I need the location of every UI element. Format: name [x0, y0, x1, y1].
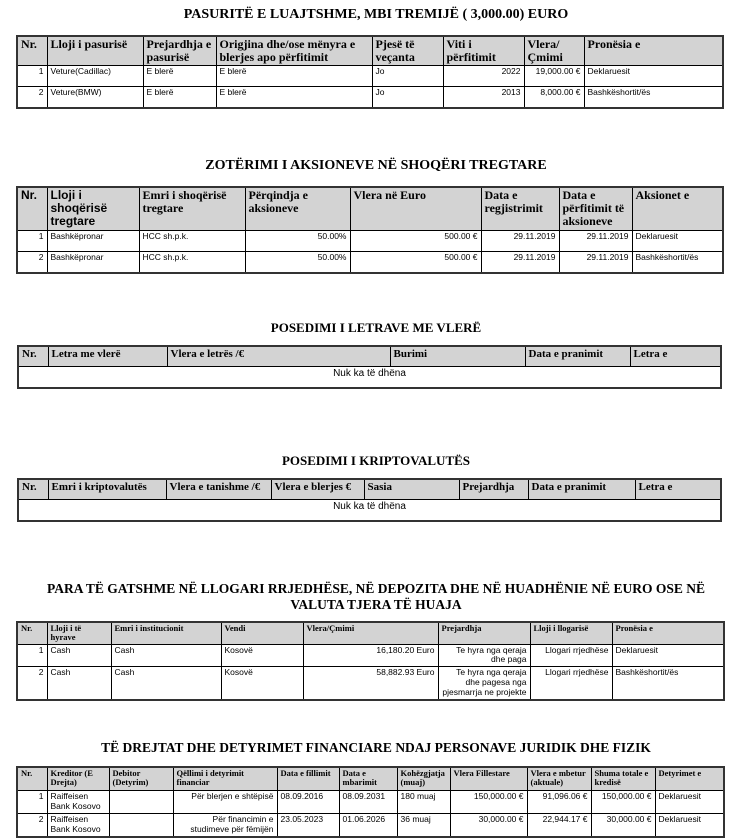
cell-nr: 2	[17, 814, 47, 838]
column-header: Vlera e blerjes €	[271, 479, 364, 500]
empty-message: Nuk ka të dhëna	[18, 500, 721, 522]
cell-percentage: 50.00%	[245, 230, 350, 251]
column-header: Data e përfitimit të aksioneve	[559, 187, 632, 230]
movable-assets-table	[16, 35, 724, 109]
table-row	[17, 644, 724, 667]
cell-purpose: Për financimin e studimeve për fëmijën	[173, 814, 277, 838]
table-row	[17, 66, 723, 87]
table-header-row	[18, 479, 721, 500]
column-header: Qëllimi i detyrimit financiar	[173, 767, 277, 791]
cell-nr: 2	[17, 87, 47, 109]
column-header: Lloji i shoqërisë tregtare	[47, 187, 139, 230]
cell-purpose: Për blerjen e shtëpisë	[173, 791, 277, 814]
column-header: Nr.	[17, 36, 47, 66]
column-header: Përqindja e aksioneve	[245, 187, 350, 230]
column-header: Vlera e letrës /€	[167, 346, 390, 367]
cell-year: 2022	[443, 66, 524, 87]
table-row	[17, 667, 724, 700]
cell-owner: Deklaruesit	[632, 230, 723, 251]
column-header: Origjina dhe/ose mënyra e blerjes apo përfitimit	[216, 36, 372, 66]
cell-owner: Deklaruesit	[584, 66, 723, 87]
securities-table	[17, 345, 722, 389]
cell-acquisition: E blerë	[216, 66, 372, 87]
cell-debtor	[109, 814, 173, 838]
column-header: Letra me vlerë	[48, 346, 167, 367]
cell-origin: Te hyra nga qeraja dhe pagesa nga pjesmarrja ne projekte	[438, 667, 530, 700]
cell-value: 58,882.93 Euro	[303, 667, 438, 700]
column-header: Sasia	[364, 479, 459, 500]
cell-year: 2013	[443, 87, 524, 109]
movable-assets-title: PASURITË E LUAJTSHME, MBI TREMIJË ( 3,000.00) EURO	[183, 7, 569, 22]
cell-start-date: 08.09.2016	[277, 791, 339, 814]
column-header: Data e fillimit	[277, 767, 339, 791]
column-header: Pronësia e	[612, 622, 724, 644]
table-row	[17, 87, 723, 109]
cell-remaining-value: 91,096.06 €	[527, 791, 591, 814]
shares-title: ZOTËRIMI I AKSIONEVE NË SHOQËRI TREGTARE	[205, 158, 547, 173]
cell-company-name: HCC sh.p.k.	[139, 230, 245, 251]
column-header: Letra e	[635, 479, 721, 500]
cell-company-type: Bashkëpronar	[47, 230, 139, 251]
column-header: Data e pranimit	[525, 346, 630, 367]
column-header: Lloji i llogarisë	[530, 622, 612, 644]
column-header: Pjesë të veçanta	[372, 36, 443, 66]
cell-value: 19,000.00 €	[524, 66, 584, 87]
cell-institution: Cash	[111, 667, 221, 700]
table-row	[17, 814, 724, 838]
cell-initial-value: 30,000.00 €	[450, 814, 527, 838]
column-header: Prejardhja	[438, 622, 530, 644]
obligations-table	[16, 766, 725, 838]
cell-obligor: Deklaruesit	[655, 791, 724, 814]
column-header: Vendi	[221, 622, 303, 644]
cell-acquisition-date: 29.11.2019	[559, 251, 632, 273]
cell-country: Kosovë	[221, 667, 303, 700]
table-header-row	[17, 767, 724, 791]
cell-debtor	[109, 791, 173, 814]
cell-country: Kosovë	[221, 644, 303, 667]
column-header: Vlera e tanishme /€	[166, 479, 271, 500]
column-header: Pronësia e	[584, 36, 723, 66]
column-header: Prejardhja e pasurisë	[143, 36, 216, 66]
cell-total-credit: 30,000.00 €	[591, 814, 655, 838]
column-header: Burimi	[390, 346, 525, 367]
column-header: Shuma totale e kredisë	[591, 767, 655, 791]
cell-duration: 36 muaj	[397, 814, 450, 838]
cell-nr: 2	[17, 251, 47, 273]
cell-origin: E blerë	[143, 66, 216, 87]
column-header: Data e mbarimit	[339, 767, 397, 791]
column-header: Aksionet e	[632, 187, 723, 230]
securities-title: POSEDIMI I LETRAVE ME VLERË	[270, 320, 482, 335]
cell-total-credit: 150,000.00 €	[591, 791, 655, 814]
cell-parts: Jo	[372, 87, 443, 109]
column-header: Vlera/Çmimi	[524, 36, 584, 66]
column-header: Emri i institucionit	[111, 622, 221, 644]
column-header: Nr.	[18, 346, 48, 367]
cell-obligor: Deklaruesit	[655, 814, 724, 838]
cell-percentage: 50.00%	[245, 251, 350, 273]
column-header: Data e regjistrimit	[481, 187, 559, 230]
empty-message: Nuk ka të dhëna	[18, 367, 721, 389]
cell-asset-type: Veture(Cadillac)	[47, 66, 143, 87]
cell-end-date: 08.09.2031	[339, 791, 397, 814]
cell-nr: 2	[17, 667, 47, 700]
column-header: Viti i përfitimit	[443, 36, 524, 66]
cell-end-date: 01.06.2026	[339, 814, 397, 838]
column-header: Nr.	[17, 767, 47, 791]
column-header: Data e pranimit	[528, 479, 635, 500]
empty-row	[18, 367, 721, 389]
cell-initial-value: 150,000.00 €	[450, 791, 527, 814]
cell-company-name: HCC sh.p.k.	[139, 251, 245, 273]
cell-origin: Te hyra nga qeraja dhe paga	[438, 644, 530, 667]
cell-owner: Bashkëshortit/ës	[632, 251, 723, 273]
crypto-title: POSEDIMI I KRIPTOVALUTËS	[281, 453, 471, 468]
column-header: Debitor (Detyrim)	[109, 767, 173, 791]
cell-registration-date: 29.11.2019	[481, 230, 559, 251]
table-row	[17, 251, 723, 273]
cell-nr: 1	[17, 230, 47, 251]
column-header: Lloji i pasurisë	[47, 36, 143, 66]
cell-value: 500.00 €	[350, 230, 481, 251]
column-header: Vlera Fillestare	[450, 767, 527, 791]
table-header-row	[17, 622, 724, 644]
cell-income-type: Cash	[47, 644, 111, 667]
column-header: Detyrimet e	[655, 767, 724, 791]
crypto-table	[17, 478, 722, 522]
cell-asset-type: Veture(BMW)	[47, 87, 143, 109]
cell-income-type: Cash	[47, 667, 111, 700]
cell-creditor: Raiffeisen Bank Kosovo	[47, 791, 109, 814]
cell-institution: Cash	[111, 644, 221, 667]
empty-row	[18, 500, 721, 522]
table-row	[17, 230, 723, 251]
cell-duration: 180 muaj	[397, 791, 450, 814]
column-header: Nr.	[17, 187, 47, 230]
cell-remaining-value: 22,944.17 €	[527, 814, 591, 838]
cell-value: 500.00 €	[350, 251, 481, 273]
cell-company-type: Bashkëpronar	[47, 251, 139, 273]
cash-title	[0, 581, 752, 613]
cell-account-type: Llogari rrjedhëse	[530, 644, 612, 667]
cell-nr: 1	[17, 66, 47, 87]
table-row	[17, 791, 724, 814]
table-header-row	[17, 36, 723, 66]
column-header: Emri i shoqërisë tregtare	[139, 187, 245, 230]
cell-registration-date: 29.11.2019	[481, 251, 559, 273]
cell-value: 8,000.00 €	[524, 87, 584, 109]
cell-parts: Jo	[372, 66, 443, 87]
cell-owner: Bashkëshortit/ës	[612, 667, 724, 700]
column-header: Vlera/Çmimi	[303, 622, 438, 644]
table-header-row	[17, 187, 723, 230]
cell-nr: 1	[17, 791, 47, 814]
cell-nr: 1	[17, 644, 47, 667]
cell-owner: Deklaruesit	[612, 644, 724, 667]
cell-acquisition: E blerë	[216, 87, 372, 109]
obligations-title: TË DREJTAT DHE DETYRIMET FINANCIARE NDAJ PERSONAVE JURIDIK DHE FIZIK	[101, 740, 651, 755]
column-header: Emri i kriptovalutës	[48, 479, 166, 500]
column-header: Letra e	[630, 346, 721, 367]
cell-owner: Bashkëshortit/ës	[584, 87, 723, 109]
cash-title-line2: VALUTA TJERA TË HUAJA	[290, 597, 462, 612]
cell-start-date: 23.05.2023	[277, 814, 339, 838]
column-header: Lloji i të hyrave	[47, 622, 111, 644]
column-header: Vlera e mbetur (aktuale)	[527, 767, 591, 791]
cell-account-type: Llogari rrjedhëse	[530, 667, 612, 700]
cash-title-line1: PARA TË GATSHME NË LLOGARI RRJEDHËSE, NË DEPOZITA DHE NË HUADHËNIE NË EURO OSE NË	[47, 581, 705, 596]
column-header: Prejardhja	[459, 479, 528, 500]
cell-value: 16,180.20 Euro	[303, 644, 438, 667]
column-header: Nr.	[17, 622, 47, 644]
cash-table	[16, 621, 725, 701]
cell-creditor: Raiffeisen Bank Kosovo	[47, 814, 109, 838]
column-header: Vlera në Euro	[350, 187, 481, 230]
cell-acquisition-date: 29.11.2019	[559, 230, 632, 251]
column-header: Nr.	[18, 479, 48, 500]
table-header-row	[18, 346, 721, 367]
cell-origin: E blerë	[143, 87, 216, 109]
column-header: Kohëzgjatja (muaj)	[397, 767, 450, 791]
column-header: Kreditor (E Drejta)	[47, 767, 109, 791]
shares-table	[16, 186, 724, 274]
